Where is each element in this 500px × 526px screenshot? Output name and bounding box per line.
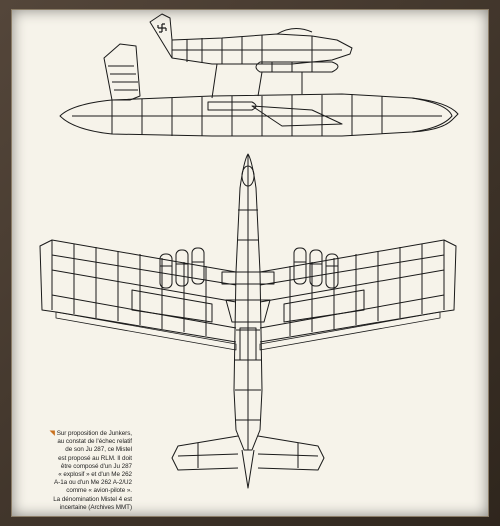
caption-marker-icon: ◥ bbox=[49, 430, 57, 437]
right-engines bbox=[294, 248, 338, 288]
caption-line-6: « explosif » et d'un Me 262 bbox=[58, 471, 132, 479]
caption-line-9: La dénomination Mistel 4 est bbox=[53, 495, 132, 503]
fuselage-top bbox=[234, 154, 262, 450]
caption-line-1: ◥ Sur proposition de Junkers, bbox=[49, 430, 132, 437]
left-engines bbox=[160, 248, 204, 288]
caption-line-5: être composé d'un Ju 287 bbox=[60, 462, 132, 470]
caption-line-7: A-1a ou d'un Me 262 A-2/U2 bbox=[54, 479, 132, 487]
caption-line-10: incertaine (Archives MMT) bbox=[59, 503, 132, 511]
figure-caption bbox=[20, 430, 132, 512]
caption-line-4: est proposé au RLM. Il doit bbox=[58, 454, 132, 462]
caption-line-3: de son Ju 287, ce Mistel bbox=[65, 446, 132, 454]
side-view bbox=[60, 14, 458, 136]
caption-line-8: comme « avion-pilote ». bbox=[66, 487, 132, 495]
right-wing bbox=[260, 240, 456, 350]
caption-line-2: au constat de l'échec relatif bbox=[57, 438, 132, 446]
me262-side bbox=[150, 14, 352, 98]
left-wing bbox=[40, 240, 236, 350]
document-page bbox=[12, 10, 488, 516]
